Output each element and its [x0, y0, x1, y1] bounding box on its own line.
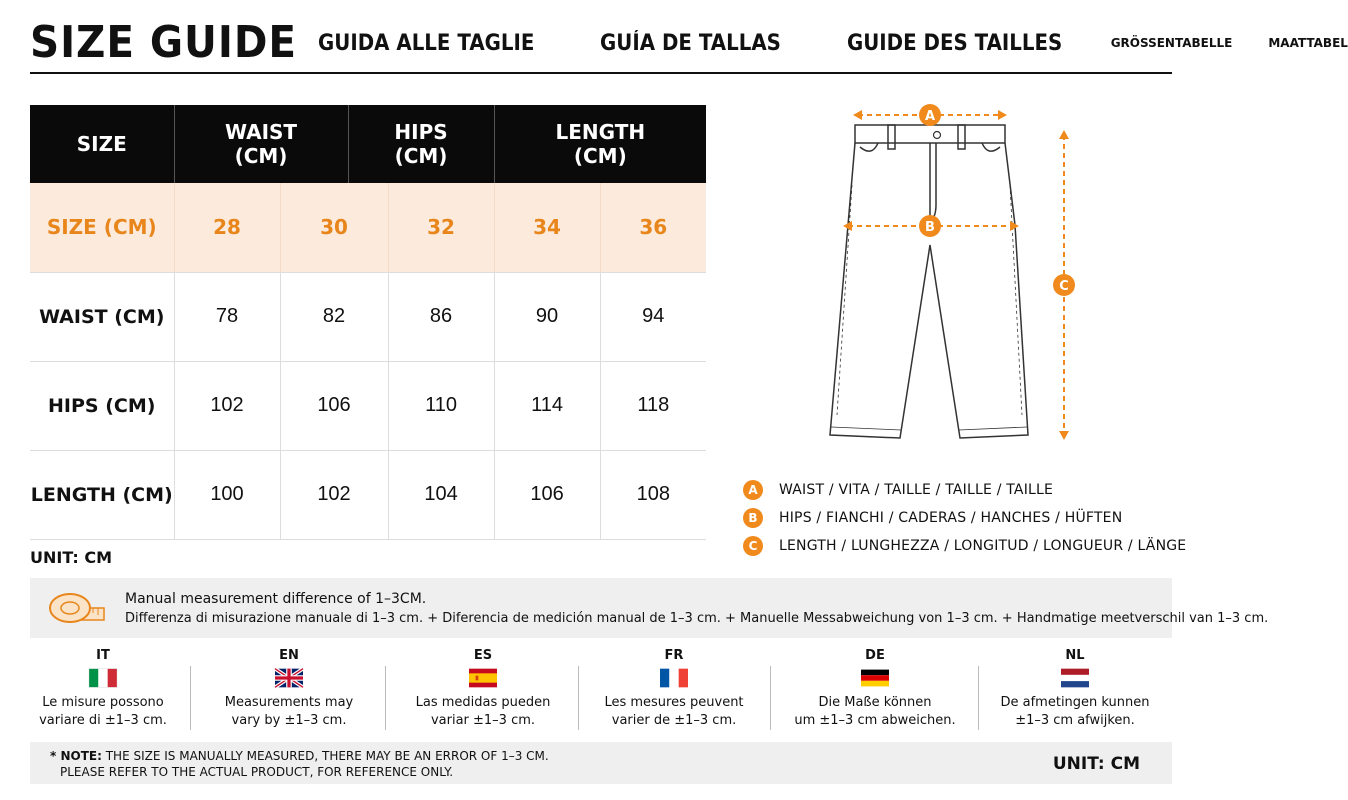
uk-flag-icon	[275, 668, 303, 688]
table-row-size	[30, 183, 706, 272]
header-size: SIZE	[30, 105, 174, 183]
header	[30, 14, 1348, 74]
divider	[385, 666, 386, 730]
measurement-legend	[743, 476, 1186, 560]
table-header-row	[30, 105, 706, 183]
divider	[578, 666, 579, 730]
svg-text:A: A	[924, 109, 936, 124]
row-label: SIZE (CM)	[30, 183, 174, 272]
language-line: Les mesures peuvent	[604, 695, 744, 710]
table-cell: 102	[280, 450, 388, 539]
header-waist: WAIST (CM)	[174, 105, 348, 183]
table-cell: 106	[280, 361, 388, 450]
table-cell: 118	[600, 361, 706, 450]
svg-text:B: B	[925, 220, 935, 235]
divider	[190, 666, 191, 730]
marker-c-icon: C	[743, 536, 763, 556]
row-label: HIPS (CM)	[30, 361, 174, 450]
language-item-es	[393, 648, 573, 730]
language-notes	[0, 648, 1172, 738]
page-title: SIZE GUIDE	[30, 17, 297, 68]
language-code: NL	[1065, 648, 1085, 663]
language-line: Measurements may	[224, 695, 354, 710]
table-cell: 28	[174, 183, 280, 272]
language-line: varier de ±1–3 cm.	[611, 713, 737, 728]
language-line: Le misure possono	[42, 695, 164, 710]
language-line: Die Maße können	[818, 695, 932, 710]
table-cell: 82	[280, 272, 388, 361]
table-cell: 114	[494, 361, 600, 450]
table-cell: 30	[280, 183, 388, 272]
language-line: variar ±1–3 cm.	[430, 713, 536, 728]
language-code: FR	[664, 648, 684, 663]
note-multilingual: Differenza di misurazione manuale di 1–3 cm. + Diferencia de medición manual de 1–3 cm. + Manuelle Messabweichung von 1–3 cm. + Handmatige meetverschil van 1–3 cm.	[125, 611, 1269, 626]
title-french: GUIDE DES TAILLES	[847, 30, 1063, 56]
language-line: variare di ±1–3 cm.	[39, 713, 167, 728]
table-row	[30, 450, 706, 539]
table-cell: 102	[174, 361, 280, 450]
unit-label: UNIT: CM	[1052, 754, 1140, 774]
divider	[770, 666, 771, 730]
size-table	[30, 105, 706, 540]
language-code: EN	[279, 648, 299, 663]
language-item-fr	[584, 648, 764, 730]
legend-text: LENGTH / LUNGHEZZA / LONGITUD / LONGUEUR / LÄNGE	[779, 538, 1187, 554]
table-cell: 78	[174, 272, 280, 361]
table-cell: 34	[494, 183, 600, 272]
measurement-note	[30, 578, 1269, 638]
language-item-nl	[985, 648, 1165, 730]
footer-note	[30, 742, 1172, 784]
table-cell: 90	[494, 272, 600, 361]
spain-flag-icon	[469, 668, 497, 688]
table-cell: 106	[494, 450, 600, 539]
unit-label: UNIT: CM	[30, 548, 113, 567]
netherlands-flag-icon	[1061, 668, 1089, 688]
pants-outline-icon	[830, 125, 1028, 438]
title-italian: GUIDA ALLE TAGLIE	[318, 30, 535, 56]
table-cell: 94	[600, 272, 706, 361]
language-code: ES	[473, 648, 493, 663]
language-item-de	[785, 648, 965, 730]
language-line: ±1–3 cm afwijken.	[1015, 713, 1135, 728]
legend-item-length	[743, 532, 1186, 560]
legend-text: HIPS / FIANCHI / CADERAS / HANCHES / HÜFTEN	[779, 510, 1123, 526]
table-cell: 100	[174, 450, 280, 539]
language-line: um ±1–3 cm abweichen.	[794, 713, 956, 728]
language-item-it	[13, 648, 193, 730]
table-cell: 108	[600, 450, 706, 539]
language-code: IT	[96, 648, 110, 663]
row-label: WAIST (CM)	[30, 272, 174, 361]
table-cell: 36	[600, 183, 706, 272]
language-line: De afmetingen kunnen	[1000, 695, 1150, 710]
legend-item-hips	[743, 504, 1186, 532]
table-cell: 110	[388, 361, 494, 450]
table-row	[30, 272, 706, 361]
pants-diagram	[760, 95, 1100, 455]
language-line: Las medidas pueden	[415, 695, 551, 710]
title-spanish: GUÍA DE TALLAS	[600, 30, 782, 56]
legend-item-waist	[743, 476, 1186, 504]
title-dutch: MAATTABEL	[1268, 36, 1348, 50]
italy-flag-icon	[89, 668, 117, 688]
button-icon	[934, 132, 941, 139]
svg-text:C: C	[1059, 279, 1069, 294]
table-cell: 32	[388, 183, 494, 272]
row-label: LENGTH (CM)	[30, 450, 174, 539]
table-cell: 86	[388, 272, 494, 361]
language-code: DE	[865, 648, 885, 663]
header-hips: HIPS (CM)	[348, 105, 494, 183]
measuring-tape-icon	[48, 588, 106, 628]
marker-a-icon: A	[743, 480, 763, 500]
germany-flag-icon	[861, 668, 889, 688]
france-flag-icon	[660, 668, 688, 688]
note-english: Manual measurement difference of 1–3CM.	[125, 591, 427, 607]
legend-text: WAIST / VITA / TAILLE / TAILLE / TAILLE	[779, 482, 1054, 498]
table-row	[30, 361, 706, 450]
marker-b-icon: B	[743, 508, 763, 528]
divider	[978, 666, 979, 730]
header-length: LENGTH (CM)	[494, 105, 706, 183]
language-item-en	[199, 648, 379, 730]
title-german: GRÖSSENTABELLE	[1110, 36, 1233, 50]
table-cell: 104	[388, 450, 494, 539]
language-line: vary by ±1–3 cm.	[231, 713, 347, 728]
disclaimer: * NOTE: THE SIZE IS MANUALLY MEASURED, THERE MAY BE AN ERROR OF 1–3 CM. PLEASE REFER TO THE ACTUAL PRODUCT, FOR REFERENCE ONLY.	[50, 749, 549, 779]
